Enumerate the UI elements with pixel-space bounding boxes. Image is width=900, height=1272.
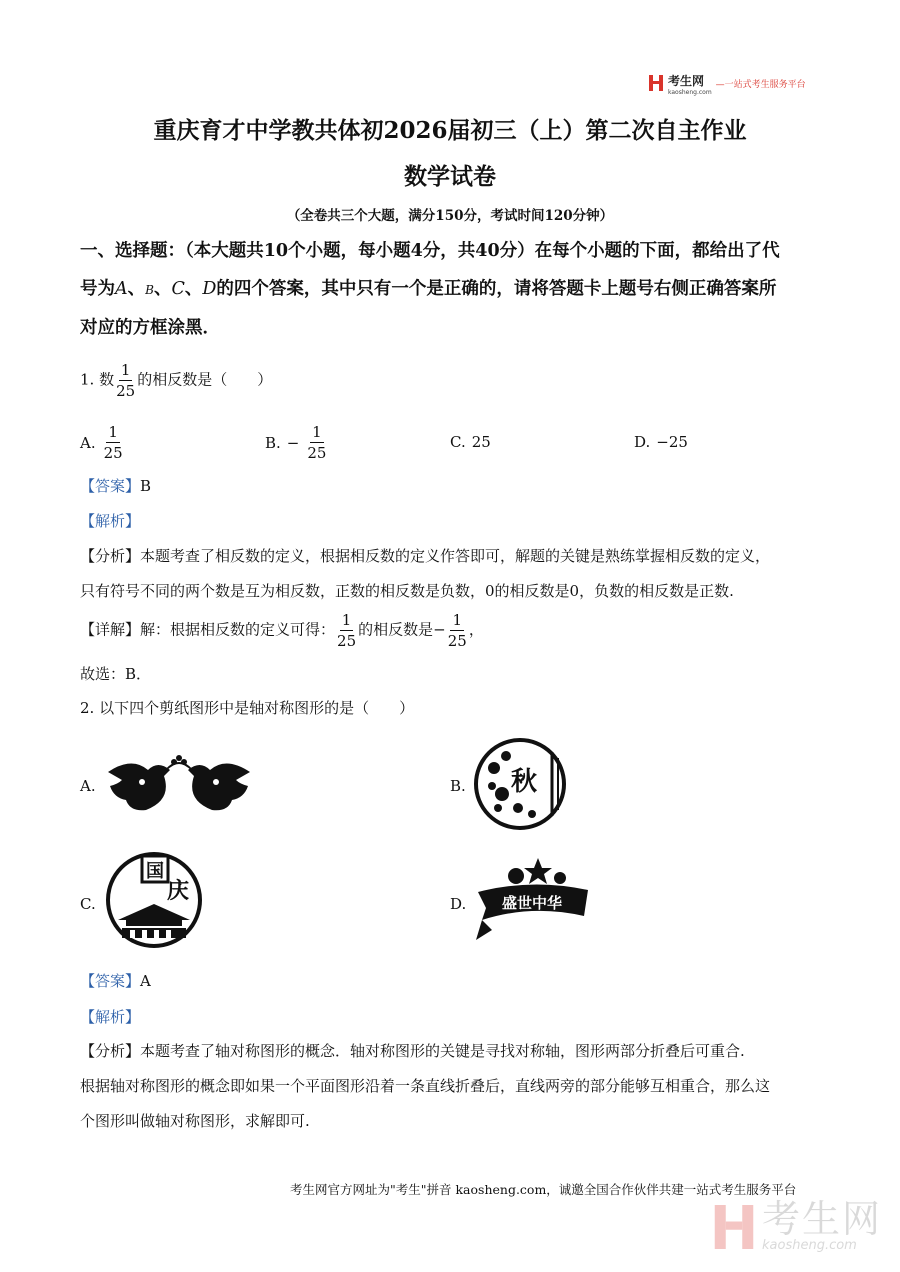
national-day-papercut-image [104,850,204,950]
svg-text:秋: 秋 [510,767,538,797]
q1-choose: 故选：B． [80,665,152,683]
q2-stem: 2. 以下四个剪纸图形中是轴对称图形的是（ ） [80,699,415,717]
watermark-name: 考生网 [762,1197,883,1241]
svg-text:国: 国 [146,861,164,882]
header-logo [648,72,818,94]
page-footer: 考生网官方网址为"考生"拼音 kaosheng.com，诚邀全国合作伙伴共建一站式考生服务平台 [290,1182,797,1197]
q2-answer: 【答案】A [80,972,151,990]
q1-detail: 【详解】解：根据相反数的定义可得： $\frac{1}{25}$ 的相反数是− $\frac{1}{25}$ ， [80,611,484,650]
q1-stem: 1. 数 $\frac{1}{25}$ 的相反数是（ ） [80,361,273,400]
q2-option-b-label: B. [450,777,466,795]
q1-option-b: B. − $\frac{1}{25}$ [265,423,327,462]
q1-option-d: D. −25 [634,433,688,451]
watermark-logo-icon [712,1202,756,1252]
q2-analysis-tag: 【解析】 [80,1008,141,1026]
svg-text:庆: 庆 [166,878,190,904]
section-heading-line2: 号为A、B、C、D的四个答案，其中只有一个是正确的，请将答题卡上题号右侧正确答案所 [80,279,777,299]
section-heading [80,232,825,347]
autumn-papercut-image [472,736,572,832]
q1-option-c: C. 25 [450,433,491,451]
q1-answer: 【答案】B [80,477,152,495]
page-title: 重庆育才中学教共体初2026届初三（上）第二次自主作业 [153,117,747,144]
exam-note: （全卷共三个大题，满分150分，考试时间120分钟） [286,208,614,224]
prosperous-china-papercut-image [472,854,592,946]
logo-name: 考生网 [668,74,705,88]
q2-option-c-label: C. [80,895,96,913]
kaosheng-logo-icon [648,74,664,92]
two-doves-papercut-image [104,748,254,820]
q2-analysis: 【分析】本题考查了轴对称图形的概念．轴对称图形的关键是寻找对称轴，图形两部分折叠后可重合. 根据轴对称图形的概念即如果一个平面图形沿着一条直线折叠后，直线两旁的部分能够互相重合，那么这 个图形叫做轴对称图形，求解即可. [80,1042,771,1130]
q2-option-a-label: A. [80,777,96,795]
section-heading-line1: 一、选择题：（本大题共10个小题，每小题4分，共40分）在每个小题的下面，都给出了代 [80,241,780,261]
watermark-domain: kaosheng.com [762,1238,857,1253]
q1-option-a: A. $\frac{1}{25}$ [80,423,123,462]
svg-text:盛世中华: 盛世中华 [501,894,563,912]
watermark [712,1197,883,1253]
q1-fraction: $\frac{1}{25}$ [116,361,136,400]
logo-slogan: —一站式考生服务平台 [715,79,806,90]
section-heading-line3: 对应的方框涂黑． [80,318,220,338]
logo-domain: kaosheng.com [668,89,712,96]
q2-option-d-label: D. [450,895,467,913]
q1-analysis-tag: 【解析】 [80,512,141,530]
page-subtitle: 数学试卷 [404,163,496,190]
q1-analysis: 【分析】本题考查了相反数的定义，根据相反数的定义作答即可，解题的关键是熟练掌握相反数的定义， 只有符号不同的两个数是互为相反数，正数的相反数是负数，0的相反数是0，负数的相反数是正数. [80,547,771,600]
